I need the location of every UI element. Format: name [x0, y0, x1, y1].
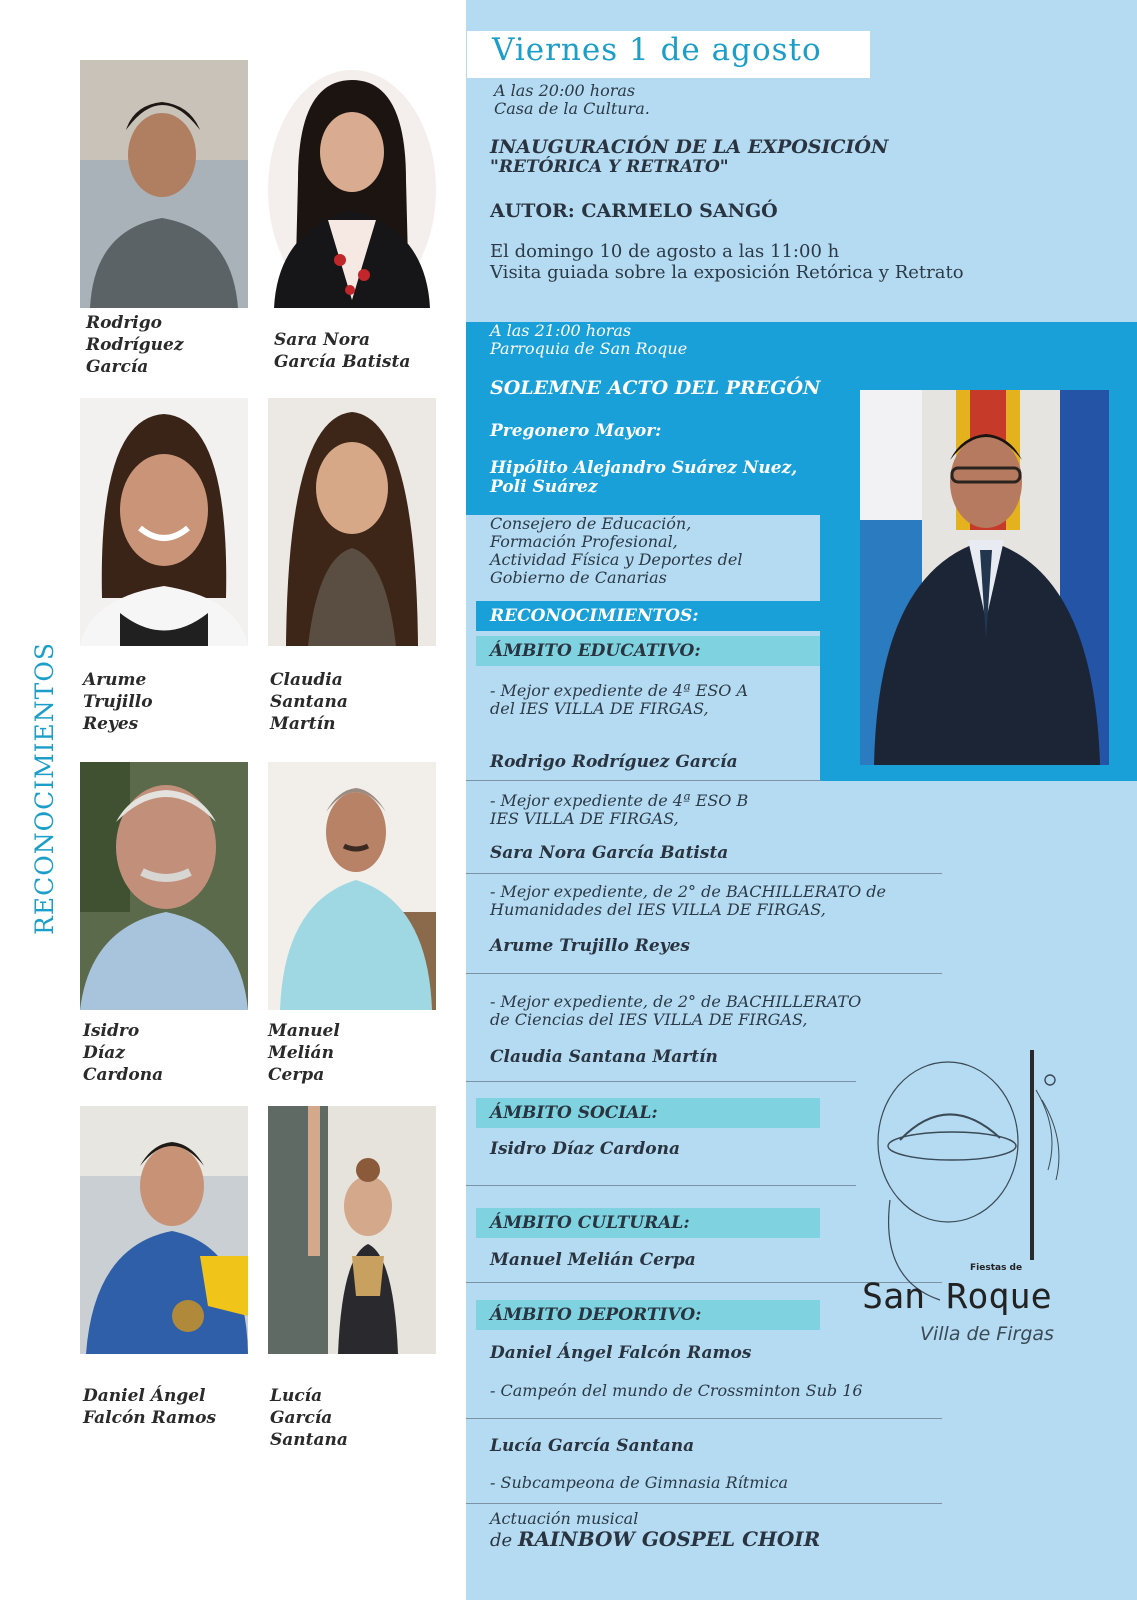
- pregonero-label: Pregonero Mayor:: [490, 421, 662, 441]
- educativo-label: ÁMBITO EDUCATIVO:: [490, 641, 701, 661]
- cultural-name: Manuel Melián Cerpa: [490, 1250, 696, 1270]
- photo-claudia: [268, 398, 436, 646]
- event-date: Viernes 1 de agosto: [492, 32, 822, 68]
- logo-small-text: Fiestas de: [970, 1263, 1023, 1273]
- separator: [466, 973, 942, 974]
- event1-title: INAUGURACIÓN DE LA EXPOSICIÓN "RETÓRICA Y RETRATO": [490, 136, 889, 177]
- pregonero-role: Consejero de Educación, Formación Profesional, Actividad Física y Deportes del Gobierno de Canarias: [490, 514, 743, 587]
- separator: [466, 1418, 942, 1419]
- logo-main-text: San Roque: [862, 1277, 1052, 1317]
- edu-item3-desc: - Mejor expediente, de 2° de BACHILLERATO de Humanidades del IES VILLA DE FIRGAS,: [490, 882, 887, 919]
- dep-item1-desc: - Campeón del mundo de Crossminton Sub 16: [490, 1381, 863, 1400]
- separator: [466, 780, 821, 781]
- edu-item2-name: Sara Nora García Batista: [490, 843, 729, 863]
- event1-visit: El domingo 10 de agosto a las 11:00 h Visita guiada sobre la exposición Retórica y Retrato: [490, 241, 964, 283]
- pregonero-portrait: [860, 390, 1109, 765]
- pregonero-name: Hipólito Alejandro Suárez Nuez, Poli Suárez: [490, 458, 798, 497]
- event2-title: SOLEMNE ACTO DEL PREGÓN: [490, 377, 821, 399]
- cultural-label: ÁMBITO CULTURAL:: [490, 1213, 690, 1233]
- edu-item1-desc: - Mejor expediente de 4ª ESO A del IES VILLA DE FIRGAS,: [490, 681, 749, 718]
- closing-line: de RAINBOW GOSPEL CHOIR: [490, 1527, 821, 1551]
- name-isidro: Isidro Díaz Cardona: [83, 1021, 164, 1085]
- separator: [466, 1185, 856, 1186]
- photo-manuel: [268, 762, 436, 1010]
- event1-time: A las 20:00 horas Casa de la Cultura.: [494, 81, 650, 118]
- event2-time: A las 21:00 horas Parroquia de San Roque: [490, 321, 688, 358]
- photo-daniel: [80, 1106, 248, 1354]
- edu-item4-desc: - Mejor expediente, de 2° de BACHILLERATO de Ciencias del IES VILLA DE FIRGAS,: [490, 992, 862, 1029]
- logo-sub-text: Villa de Firgas: [920, 1323, 1054, 1345]
- dep-item1-name: Daniel Ángel Falcón Ramos: [490, 1343, 752, 1363]
- dep-item2-name: Lucía García Santana: [490, 1436, 695, 1456]
- edu-item3-name: Arume Trujillo Reyes: [490, 936, 690, 956]
- event1-author: AUTOR: CARMELO SANGÓ: [490, 200, 778, 222]
- separator: [466, 1081, 856, 1082]
- side-title: RECONOCIMIENTOS: [30, 642, 59, 935]
- social-label: ÁMBITO SOCIAL:: [490, 1103, 658, 1123]
- photo-arume: [80, 398, 248, 646]
- name-arume: Arume Trujillo Reyes: [83, 670, 153, 734]
- photo-rodrigo: [80, 60, 248, 308]
- edu-item1-name: Rodrigo Rodríguez García: [490, 752, 738, 772]
- photo-isidro: [80, 762, 248, 1010]
- closing-prefix: Actuación musical: [490, 1509, 639, 1528]
- dep-item2-desc: - Subcampeona de Gimnasia Rítmica: [490, 1473, 788, 1492]
- name-sara: Sara Nora García Batista: [274, 330, 411, 372]
- photo-sara: [268, 60, 436, 308]
- name-claudia: Claudia Santana Martín: [270, 670, 348, 734]
- name-lucia: Lucía García Santana: [270, 1386, 348, 1450]
- san-roque-logo: [860, 1050, 1100, 1370]
- social-name: Isidro Díaz Cardona: [490, 1139, 680, 1159]
- name-rodrigo: Rodrigo Rodríguez García: [86, 313, 184, 377]
- name-daniel: Daniel Ángel Falcón Ramos: [83, 1386, 217, 1428]
- name-manuel: Manuel Melián Cerpa: [268, 1021, 340, 1085]
- separator: [466, 873, 942, 874]
- deportivo-label: ÁMBITO DEPORTIVO:: [490, 1305, 702, 1325]
- recognitions-heading: RECONOCIMIENTOS:: [490, 606, 699, 626]
- edu-item2-desc: - Mejor expediente de 4ª ESO B IES VILLA DE FIRGAS,: [490, 791, 749, 828]
- separator: [466, 1503, 942, 1504]
- edu-item4-name: Claudia Santana Martín: [490, 1047, 718, 1067]
- photo-lucia: [268, 1106, 436, 1354]
